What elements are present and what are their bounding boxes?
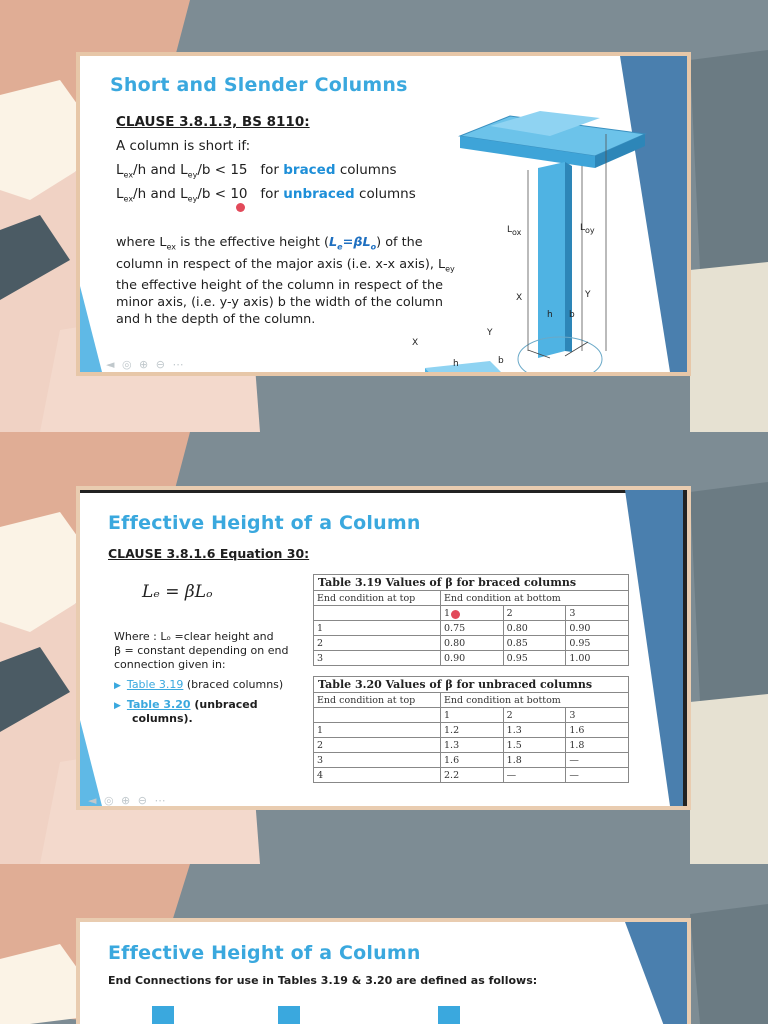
slide-nav-controls-2[interactable]: ◄ ◎ ⊕ ⊖ ⋯: [88, 794, 168, 807]
slide-end-connections: [76, 918, 691, 1024]
axis-y-label-top: Y: [585, 290, 591, 300]
table-row: 1 1.2 1.3 1.6: [314, 723, 629, 738]
slide-subtitle-3: End Connections for use in Tables 3.19 & 3.20 are defined as follows:: [108, 974, 538, 987]
dim-b-label-section: b: [498, 356, 504, 366]
dim-b-label-top: b: [569, 310, 575, 320]
pointer-cursor: [236, 203, 245, 212]
table-319-head-bottom: End condition at bottom: [441, 591, 629, 606]
slide-nav-controls[interactable]: ◄ ◎ ⊕ ⊖ ⋯: [106, 358, 186, 371]
table-319: [313, 590, 629, 666]
table-row: 2 1.3 1.5 1.8: [314, 738, 629, 753]
slide-short-slender-columns: [76, 52, 691, 376]
axis-y-label-section: Y: [487, 328, 493, 338]
slide-panel-1: [0, 0, 768, 432]
where-line-1: Where : Lₒ =clear height and: [114, 630, 274, 643]
bullet-icon: ▶: [114, 701, 121, 711]
table-320-head-bottom: End condition at bottom: [441, 693, 629, 708]
table-row: 1 0.75 0.80 0.90: [314, 621, 629, 636]
axis-x-label-section: X: [412, 338, 419, 348]
unbraced-condition: $L_{ex}/h$ and $L_{ey}/b < 10$ for unbraced columns: [116, 186, 416, 204]
loy-label: $L_{oy}$: [580, 223, 595, 235]
slide-decoration-3: [80, 922, 687, 1024]
clause-heading: CLAUSE 3.8.1.3, BS 8110:: [116, 114, 310, 130]
effective-height-formula: Lₑ = βLₒ: [142, 582, 213, 602]
slide-panel-3: [0, 864, 768, 1024]
bullet-table-319: ▶ Table 3.19 (braced columns): [114, 678, 284, 691]
braced-condition: $L_{ex}/h$ and $L_{ey}/b < 15$ for braced columns: [116, 162, 397, 180]
table-row: 3 1.6 1.8 —: [314, 753, 629, 768]
bullet-continuation: columns).: [132, 712, 193, 725]
where-line-2: β = constant depending on end: [114, 644, 289, 657]
slide-effective-height: [76, 486, 691, 810]
table-320-title: Table 3.20 Values of β for unbraced columns: [313, 676, 629, 693]
lox-label: $L_{ox}$: [507, 225, 522, 237]
table-row: 4 2.2 — —: [314, 768, 629, 783]
axis-x-label-top: X: [516, 293, 523, 303]
pointer-cursor-2: [451, 610, 460, 619]
table-319-title: Table 3.19 Values of β for braced columns: [313, 574, 629, 591]
clause-heading-2: CLAUSE 3.8.1.6 Equation 30:: [108, 546, 310, 561]
table-row: 3 0.90 0.95 1.00: [314, 651, 629, 666]
intro-text: A column is short if:: [116, 138, 251, 154]
bullet-table-320: ▶ Table 3.20 (unbraced: [114, 698, 258, 711]
table-319-head-top: End condition at top: [314, 591, 441, 606]
table-319-col-3: 3: [566, 606, 629, 621]
table-320: [313, 692, 629, 783]
table-320-head-top: End condition at top: [314, 693, 441, 708]
column-diagram: [420, 106, 650, 376]
slide-title-3: Effective Height of a Column: [108, 942, 421, 964]
table-319-link[interactable]: Table 3.19: [126, 678, 184, 691]
where-line-3: connection given in:: [114, 658, 226, 671]
table-320-col-1: 1: [441, 708, 504, 723]
definition-paragraph: where $L_{ex}$ is the effective height $(L_e=\beta L_o)$ of the column in respect of the major axis (i.e. x-x axis), $L_{ey}$ the effective height of the column in respect of the minor axis, (i.e. y-y axis) b the width of the column and h the depth of the column.: [116, 235, 455, 328]
slide-title-2: Effective Height of a Column: [108, 512, 421, 534]
dim-h-label-top: h: [547, 310, 553, 320]
table-320-col-2: 2: [503, 708, 566, 723]
bullet-icon: ▶: [114, 681, 121, 691]
table-320-link[interactable]: Table 3.20: [126, 698, 191, 711]
table-row: 2 0.80 0.85 0.95: [314, 636, 629, 651]
slide-panel-2: [0, 432, 768, 864]
dim-h-label-section: h: [453, 359, 459, 369]
table-319-col-1: 1: [441, 606, 504, 621]
slide-title: Short and Slender Columns: [110, 74, 408, 96]
table-320-col-3: 3: [566, 708, 629, 723]
table-319-col-2: 2: [503, 606, 566, 621]
